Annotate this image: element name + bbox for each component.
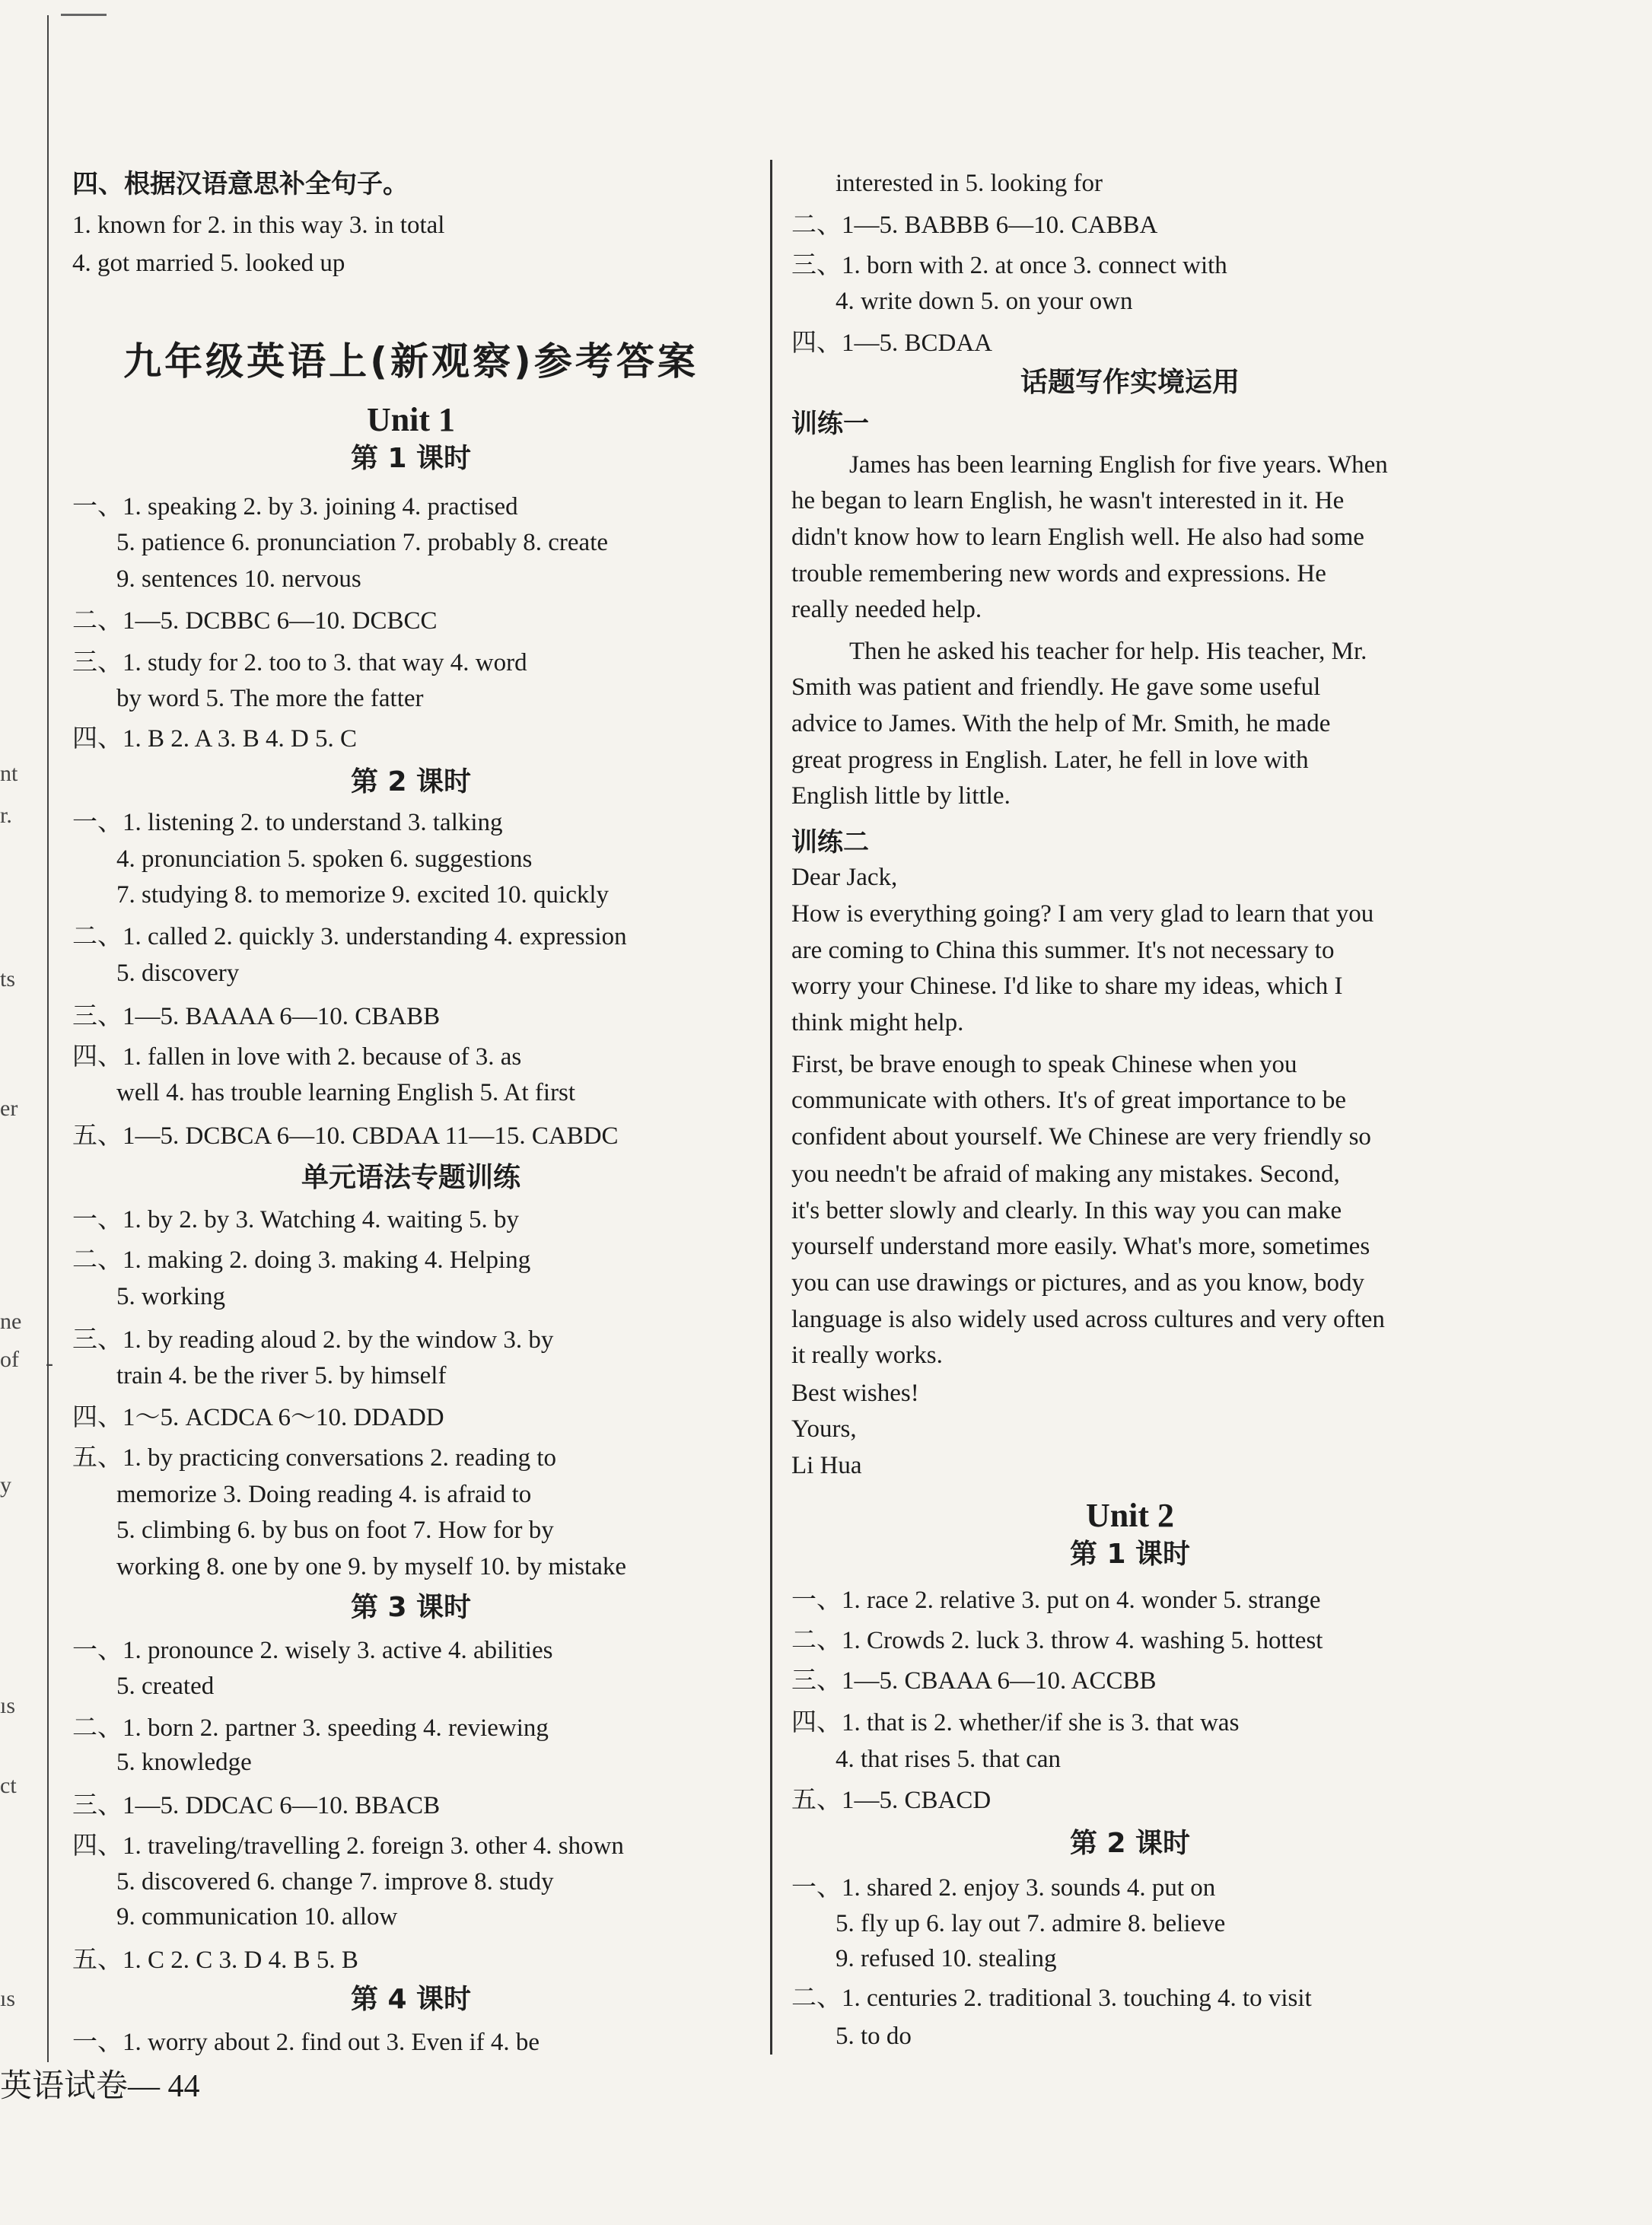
section-heading: 第 2 课时: [350, 766, 472, 797]
answer-line: First, be brave enough to speak Chinese when you: [791, 1051, 1297, 1078]
section-heading: 第 2 课时: [1069, 1828, 1191, 1859]
answer-line: 5. working: [116, 1283, 225, 1310]
answer-line: you can use drawings or pictures, and as you know, body: [791, 1269, 1365, 1297]
answer-line: James has been learning English for five years. When: [849, 451, 1388, 479]
answer-line: communicate with others. It's of great importance to be: [791, 1087, 1346, 1114]
answer-line: 二、1—5. DCBBC 6—10. DCBCC: [72, 607, 438, 635]
answer-line: 一、1. worry about 2. find out 3. Even if 4. be: [72, 2029, 540, 2056]
answer-line: Li Hua: [791, 1452, 862, 1479]
answer-line: 四、1. traveling/travelling 2. foreign 3. other 4. shown: [72, 1832, 624, 1860]
answer-line: Yours,: [791, 1415, 857, 1443]
answer-line: 四、1. fallen in love with 2. because of 3. as: [72, 1043, 522, 1071]
answer-line: 5. to do: [836, 2023, 912, 2050]
answer-line: worry your Chinese. I'd like to share my ideas, which I: [791, 972, 1343, 1000]
answer-line: 5. created: [116, 1673, 215, 1700]
answer-line: 4. pronunciation 5. spoken 6. suggestions: [116, 845, 533, 873]
cropped-edge-text: er: [0, 1096, 18, 1121]
answer-line: 9. sentences 10. nervous: [116, 565, 361, 593]
answer-line: 二、1. making 2. doing 3. making 4. Helping: [72, 1246, 531, 1274]
answer-line: interested in 5. looking for: [836, 170, 1103, 197]
answer-line: 4. got married 5. looked up: [72, 250, 345, 277]
answer-line: Then he asked his teacher for help. His teacher, Mr.: [849, 638, 1367, 665]
answer-line: 7. studying 8. to memorize 9. excited 10. quickly: [116, 881, 610, 909]
answer-line: 一、1. by 2. by 3. Watching 4. waiting 5. by: [72, 1206, 520, 1233]
answer-line: language is also widely used across cultures and very often: [791, 1306, 1385, 1333]
section-heading: 第 4 课时: [350, 1984, 472, 2015]
answer-line: 5. patience 6. pronunciation 7. probably 8. create: [116, 529, 609, 556]
cropped-edge-text: nt: [0, 761, 18, 786]
answer-line: 四、1—5. BCDAA: [791, 329, 993, 357]
answer-line: 五、1—5. CBACD: [791, 1787, 992, 1814]
answer-line: 五、1. by practicing conversations 2. reading to: [72, 1444, 557, 1472]
answer-line: didn't know how to learn English well. He also had some: [791, 524, 1364, 551]
cropped-edge-text: ts: [0, 966, 16, 992]
answer-line: Dear Jack,: [791, 864, 898, 891]
answer-line: 三、1—5. CBAAA 6—10. ACCBB: [791, 1667, 1157, 1695]
answer-line: 四、1. B 2. A 3. B 4. D 5. C: [72, 725, 358, 753]
cropped-edge-text: ne: [0, 1309, 22, 1334]
answer-line: 4. that rises 5. that can: [836, 1746, 1062, 1773]
answer-line: 一、1. race 2. relative 3. put on 4. wonder 5. strange: [791, 1587, 1321, 1614]
answer-line: 三、1—5. DDCAC 6—10. BBACB: [72, 1792, 441, 1819]
answer-line: 二、1. called 2. quickly 3. understanding 4. expression: [72, 923, 627, 950]
answer-line: 三、1. by reading aloud 2. by the window 3. by: [72, 1326, 554, 1354]
section-heading: 训练二: [791, 827, 869, 858]
answer-line: yourself understand more easily. What's more, sometimes: [791, 1233, 1370, 1260]
section-heading: 第 1 课时: [1069, 1539, 1191, 1570]
answer-line: 四、1～5. ACDCA 6～10. DDADD: [72, 1404, 444, 1431]
cropped-edge-text: of: [0, 1347, 19, 1372]
answer-line: think might help.: [791, 1009, 964, 1036]
answer-line: by word 5. The more the fatter: [116, 685, 424, 712]
answer-line: 4. write down 5. on your own: [836, 288, 1133, 315]
cropped-edge-text: ıs: [0, 1693, 16, 1718]
answer-line: 一、1. shared 2. enjoy 3. sounds 4. put on: [791, 1874, 1216, 1902]
answer-line: advice to James. With the help of Mr. Smith, he made: [791, 710, 1331, 737]
answer-line: are coming to China this summer. It's not necessary to: [791, 937, 1335, 964]
answer-line: 二、1. Crowds 2. luck 3. throw 4. washing 5. hottest: [791, 1627, 1323, 1654]
answer-line: trouble remembering new words and expressions. He: [791, 560, 1326, 587]
answer-line: confident about yourself. We Chinese are very friendly so: [791, 1123, 1371, 1151]
answer-line: well 4. has trouble learning English 5. At first: [116, 1079, 576, 1106]
answer-line: 9. refused 10. stealing: [836, 1945, 1057, 1972]
answer-line: he began to learn English, he wasn't interested in it. He: [791, 487, 1345, 514]
cropped-edge-text: ct: [0, 1773, 17, 1798]
answer-line: 1. known for 2. in this way 3. in total: [72, 212, 445, 239]
answer-line: working 8. one by one 9. by myself 10. by mistake: [116, 1553, 626, 1580]
section-heading: 第 1 课时: [350, 443, 472, 474]
answer-line: really needed help.: [791, 596, 982, 623]
answer-line: 5. discovery: [116, 960, 240, 987]
page-footer: 英语试卷— 44: [0, 2069, 200, 2104]
answer-line: Best wishes!: [791, 1380, 919, 1407]
answer-line: English little by little.: [791, 782, 1011, 810]
section-heading: Unit 1: [366, 401, 456, 438]
answer-line: 一、1. pronounce 2. wisely 3. active 4. abilities: [72, 1637, 553, 1664]
answer-line: 5. climbing 6. by bus on foot 7. How for by: [116, 1517, 554, 1544]
answer-line: 四、1. that is 2. whether/if she is 3. that was: [791, 1709, 1240, 1736]
answer-line: it's better slowly and clearly. In this way you can make: [791, 1197, 1342, 1224]
answer-line: Smith was patient and friendly. He gave some useful: [791, 673, 1321, 701]
section-heading: 话题写作实境运用: [1020, 367, 1240, 398]
section-heading: 四、根据汉语意思补全句子。: [72, 169, 409, 199]
column-divider: [770, 160, 772, 2055]
answer-line: 三、1. born with 2. at once 3. connect with: [791, 252, 1227, 279]
answer-line: 五、1—5. DCBCA 6—10. CBDAA 11—15. CABDC: [72, 1122, 619, 1150]
answer-line: great progress in English. Later, he fell in love with: [791, 746, 1309, 774]
answer-line: How is everything going? I am very glad to learn that you: [791, 900, 1374, 928]
answer-line: 一、1. speaking 2. by 3. joining 4. practised: [72, 493, 518, 520]
section-heading: 第 3 课时: [350, 1592, 472, 1623]
section-heading: 训练一: [791, 409, 869, 439]
section-heading: 单元语法专题训练: [301, 1162, 520, 1193]
answer-line: 二、1. born 2. partner 3. speeding 4. reviewing: [72, 1714, 549, 1742]
answer-line: 一、1. listening 2. to understand 3. talking: [72, 809, 503, 836]
answer-line: 二、1—5. BABBB 6—10. CABBA: [791, 212, 1158, 239]
answer-line: memorize 3. Doing reading 4. is afraid to: [116, 1481, 532, 1508]
top-edge-mark: [61, 14, 107, 16]
answer-line: train 4. be the river 5. by himself: [116, 1362, 447, 1389]
left-border-rule: [47, 15, 49, 2062]
answer-line: 5. discovered 6. change 7. improve 8. study: [116, 1868, 554, 1896]
section-heading: Unit 2: [1085, 1497, 1175, 1534]
answer-line: 三、1—5. BAAAA 6—10. CBABB: [72, 1003, 441, 1030]
answer-line: 5. fly up 6. lay out 7. admire 8. believe: [836, 1910, 1226, 1937]
cropped-edge-text: -: [46, 1351, 53, 1376]
cropped-edge-text: y: [0, 1472, 11, 1498]
answer-line: 五、1. C 2. C 3. D 4. B 5. B: [72, 1946, 358, 1974]
answer-line: 三、1. study for 2. too to 3. that way 4. word: [72, 649, 527, 676]
cropped-edge-text: r.: [0, 803, 12, 828]
answer-line: 9. communication 10. allow: [116, 1903, 398, 1931]
answer-line: you needn't be afraid of making any mistakes. Second,: [791, 1160, 1340, 1188]
cropped-edge-text: ıs: [0, 1986, 16, 2011]
answer-line: it really works.: [791, 1342, 943, 1369]
answer-line: 二、1. centuries 2. traditional 3. touching 4. to visit: [791, 1985, 1312, 2012]
section-heading: 九年级英语上(新观察)参考答案: [123, 339, 699, 384]
answer-line: 5. knowledge: [116, 1749, 252, 1776]
